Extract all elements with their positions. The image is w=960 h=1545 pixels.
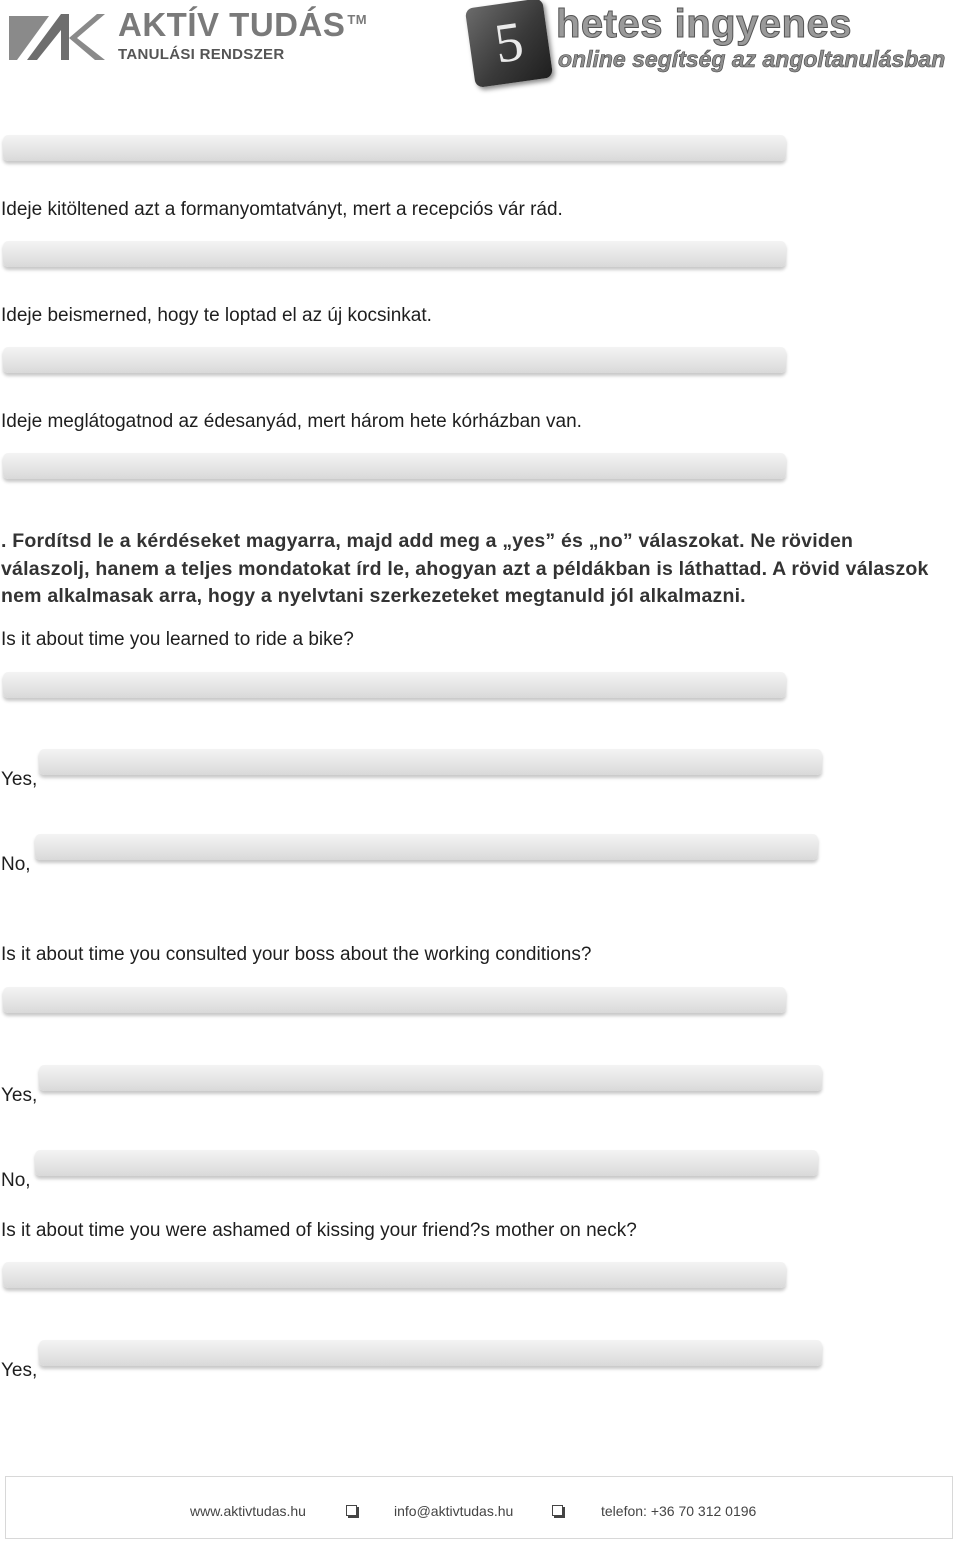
sentence-2: Ideje beismerned, hogy te loptad el az új kocsinkat. <box>1 305 432 326</box>
brand-subtitle: TANULÁSI RENDSZER <box>118 46 285 63</box>
question-2: Is it about time you consulted your boss about the working conditions? <box>1 944 592 965</box>
no-answer-field[interactable] <box>35 1150 818 1176</box>
promo-title: hetes ingyenes <box>556 2 853 46</box>
brand-title: AKTÍV TUDÁS ™ <box>118 6 368 43</box>
yes-label: Yes, <box>1 1085 38 1106</box>
no-label: No, <box>1 854 31 875</box>
translation-field[interactable] <box>3 987 786 1013</box>
footer-email-link[interactable]: info@aktivtudas.hu <box>394 1503 514 1519</box>
promo-subtitle: online segítség az angoltanulásban <box>558 46 946 72</box>
question-3: Is it about time you were ashamed of kissing your friend?s mother on neck? <box>1 1220 637 1241</box>
answer-field[interactable] <box>3 347 786 373</box>
translation-field[interactable] <box>3 672 786 698</box>
yes-answer-field[interactable] <box>39 1065 822 1091</box>
yes-label: Yes, <box>1 769 38 790</box>
translation-field[interactable] <box>3 1262 786 1288</box>
sentence-3: Ideje meglátogatnod az édesanyád, mert három hete kórházban van. <box>1 411 582 432</box>
checkbox-bullet-icon <box>552 1505 563 1516</box>
no-answer-field[interactable] <box>35 834 818 860</box>
five-week-badge: 5 <box>465 0 553 88</box>
question-1: Is it about time you learned to ride a bike? <box>1 629 354 650</box>
brand-trademark: TM <box>347 12 368 27</box>
answer-field[interactable] <box>3 241 786 267</box>
no-label: No, <box>1 1170 31 1191</box>
exercise-instruction: . Fordítsd le a kérdéseket magyarra, majd add meg a „yes” és „no” válaszokat. Ne röviden válaszolj, hanem a teljes mondatokat írd le, ahogyan azt a példákban is láthattad. A rövid válaszok nem alkalmasak arra, hogy a nyelvtani szerkezeteket megtanuld jól alkalmazni. <box>1 530 929 607</box>
footer-website-link[interactable]: www.aktivtudas.hu <box>190 1503 306 1519</box>
checkbox-bullet-icon <box>346 1505 357 1516</box>
answer-field[interactable] <box>3 135 786 161</box>
yes-answer-field[interactable] <box>39 749 822 775</box>
aktiv-tudas-logo-icon <box>5 8 105 66</box>
yes-answer-field[interactable] <box>39 1340 822 1366</box>
sentence-1: Ideje kitöltened azt a formanyomtatványt, mert a recepciós vár rád. <box>1 199 563 220</box>
footer-phone: telefon: +36 70 312 0196 <box>601 1503 757 1519</box>
yes-label: Yes, <box>1 1360 38 1381</box>
answer-field[interactable] <box>3 453 786 479</box>
